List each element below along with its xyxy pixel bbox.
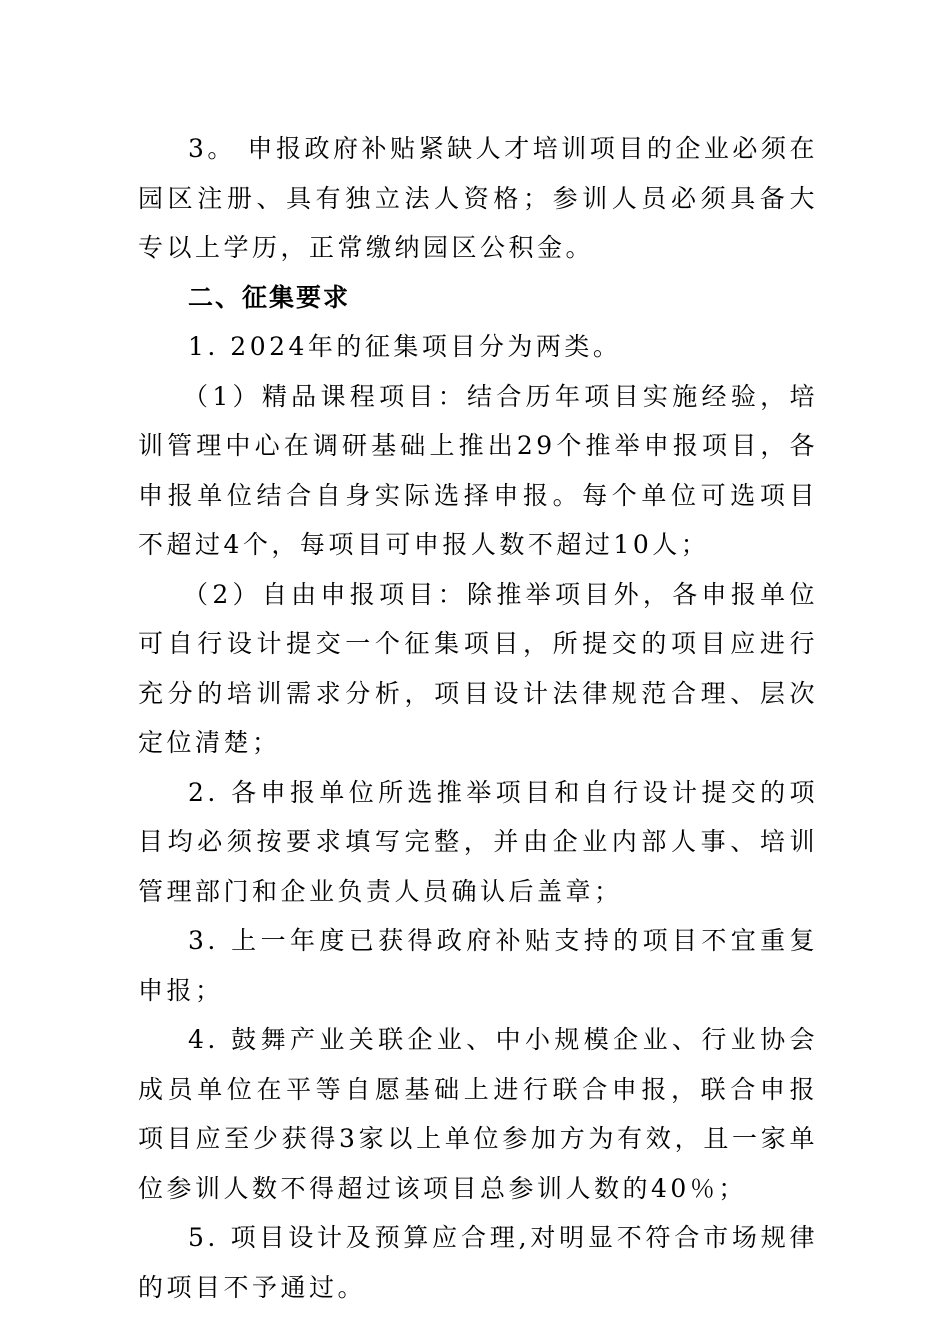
section-heading: 二、征集要求 bbox=[188, 282, 351, 312]
paragraph-requirement-4: 4. 鼓舞产业关联企业、中小规模企业、行业协会成员单位在平等自愿基础上进行联合申报，联合申报项目应至少获得3家以上单位参加方为有效，且一家单位参训人数不得超过该项目总参训人数的40％； bbox=[138, 1025, 818, 1203]
paragraph-requirement-1-1: （1）精品课程项目：结合历年项目实施经验，培训管理中心在调研基础上推出29个推举申报项目，各申报单位结合自身实际选择申报。每个单位可选项目不超过4个，每项目可申报人数不超过10人； bbox=[138, 381, 818, 559]
paragraph-requirement-5: 5. 项目设计及预算应合理,对明显不符合市场规律的项目不予通过。 bbox=[138, 1223, 818, 1302]
paragraph-requirement-1: 1. 2024年的征集项目分为两类。 bbox=[188, 332, 622, 361]
paragraph-requirement-2: 2. 各申报单位所选推举项目和自行设计提交的项目均必须按要求填写完整，并由企业内部人事、培训管理部门和企业负责人员确认后盖章； bbox=[138, 777, 818, 906]
paragraph-item-3: 3。 申报政府补贴紧缺人才培训项目的企业必须在园区注册、具有独立法人资格；参训人员必须具备大专以上学历，正常缴纳园区公积金。 bbox=[138, 134, 818, 262]
paragraph-requirement-1-2: （2）自由申报项目：除推举项目外，各申报单位可自行设计提交一个征集项目，所提交的项目应进行充分的培训需求分析，项目设计法律规范合理、层次定位清楚； bbox=[138, 579, 818, 757]
paragraph-requirement-3: 3. 上一年度已获得政府补贴支持的项目不宜重复申报； bbox=[138, 926, 818, 1005]
document-page bbox=[138, 124, 818, 1312]
